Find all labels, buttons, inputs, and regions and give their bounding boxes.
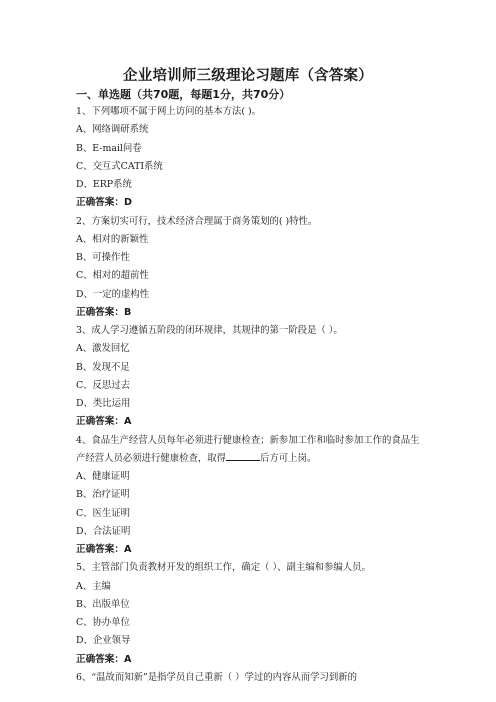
question-stem: 2、方案切实可行，技术经济合理属于商务策划的( )特性。 (76, 215, 318, 227)
question-2 (76, 213, 422, 323)
question-stem: 6、“温故而知新”是指学员自己重新（ ）学过的内容从而学习到新的 (76, 671, 358, 683)
question-stem-part-1: 4、食品生产经营人员每年必须进行健康检查；新参加工作和临时参加工作的食品生产经营人员必须进行健康检查，取得 (76, 434, 420, 464)
option-a: A、主编 (76, 580, 111, 592)
question-5 (76, 559, 422, 669)
question-6 (76, 669, 422, 687)
option-b: B、发现不足 (76, 361, 130, 373)
option-d: D、ERP系统 (76, 179, 132, 190)
question-stem (76, 432, 422, 469)
option-d: D、企业领导 (76, 635, 131, 647)
option-b: B、E-mail问卷 (76, 142, 142, 154)
correct-answer: 正确答案：B (76, 306, 132, 318)
correct-answer: 正确答案：D (76, 197, 132, 209)
option-a: A、网络调研系统 (76, 124, 149, 136)
question-1 (76, 103, 422, 213)
question-stem-part-2: 后方可上岗。 (260, 452, 317, 464)
correct-answer: 正确答案：A (76, 653, 132, 665)
option-d: D、一定的虚构性 (76, 288, 150, 300)
option-c: C、交互式CATI系统 (76, 160, 163, 172)
option-a: A、健康证明 (76, 471, 130, 482)
option-d: D、类比运用 (76, 398, 131, 409)
question-stem: 5、主管部门负责教材开发的组织工作，确定（ ）、副主编和参编人员。 (76, 562, 371, 574)
option-c: C、协办单位 (76, 617, 131, 628)
question-list (76, 103, 422, 687)
option-c: C、反思过去 (76, 379, 131, 391)
question-3 (76, 322, 422, 432)
option-b: B、出版单位 (76, 598, 130, 610)
option-c: C、医生证明 (76, 507, 131, 519)
option-b: B、可操作性 (76, 252, 130, 263)
option-d: D、合法证明 (76, 525, 131, 537)
fill-in-blank (226, 451, 260, 461)
option-a: A、激发回忆 (76, 343, 130, 355)
option-b: B、治疗证明 (76, 489, 130, 501)
option-a: A、相对的新颖性 (76, 233, 149, 245)
question-4 (76, 432, 422, 560)
correct-answer: 正确答案：A (76, 544, 132, 555)
document-title: 企业培训师三级理论习题库（含答案） (123, 68, 373, 84)
option-c: C、相对的超前性 (76, 270, 149, 282)
question-stem: 3、成人学习遵循五阶段的闭环规律，其规律的第一阶段是（ ）。 (76, 325, 343, 336)
question-stem: 1、下列哪项不属于网上访问的基本方法( )。 (76, 106, 262, 117)
section-heading: 一、单选题（共70题，每题1分，共70分） (76, 88, 291, 101)
correct-answer: 正确答案：A (76, 416, 132, 428)
